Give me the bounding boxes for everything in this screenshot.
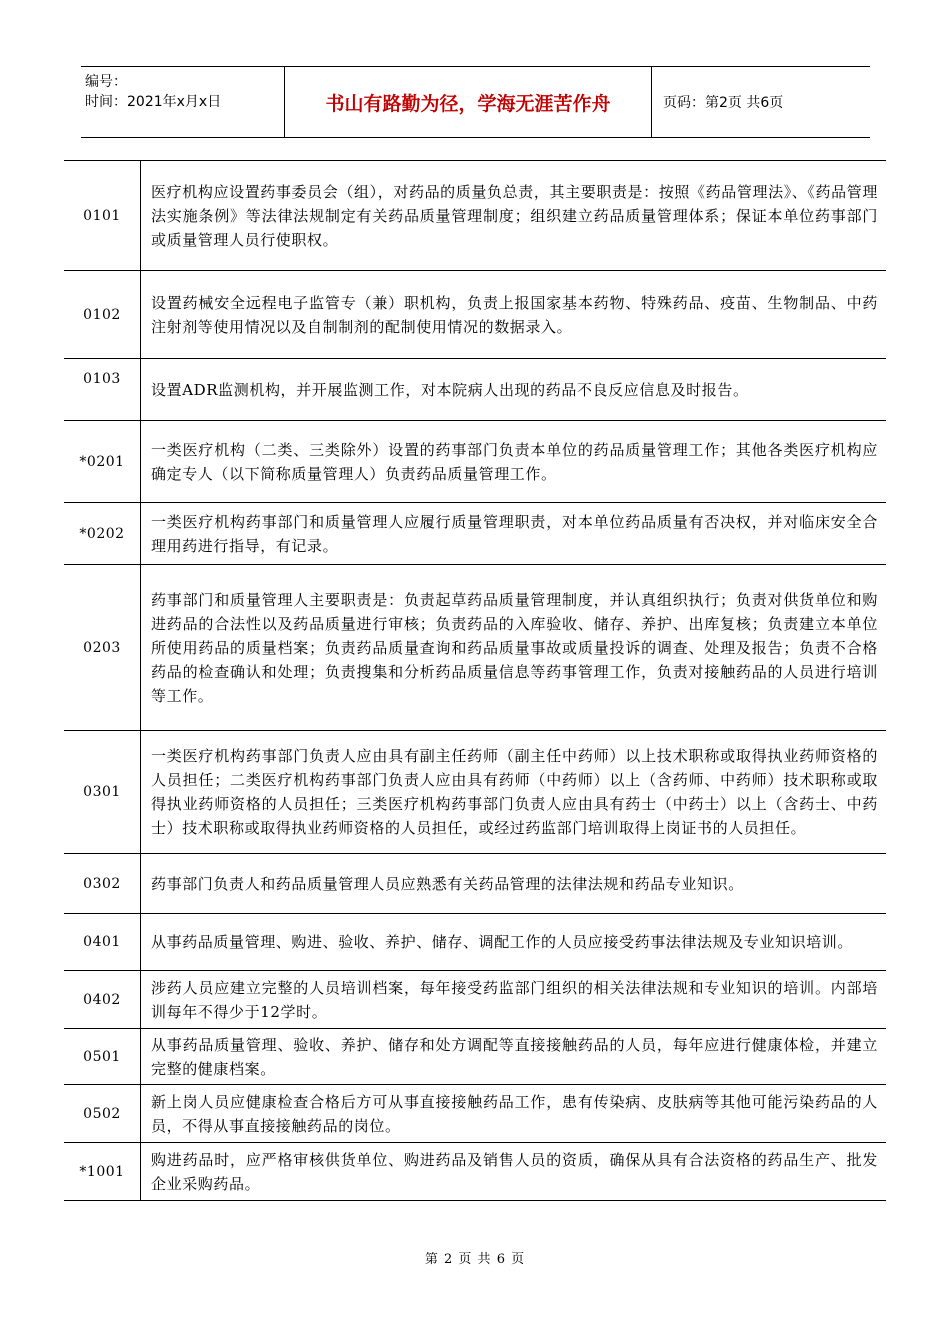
table-row <box>64 421 886 503</box>
header-page-label: 页码：第2页 共6页 <box>663 95 784 111</box>
requirements-table <box>64 160 886 1201</box>
row-text: 新上岗人员应健康检查合格后方可从事直接接触药品工作，患有传染病、皮肤病等其他可能污染药品的人员，不得从事直接接触药品的岗位。 <box>141 1085 887 1143</box>
row-text: 医疗机构应设置药事委员会（组），对药品的质量负总责，其主要职责是：按照《药品管理法》、《药品管理法实施条例》等法律法规制定有关药品质量管理制度；组织建立药品质量管理体系；保证本单位药事部门或质量管理人员行使职权。 <box>141 161 887 271</box>
row-code: 0103 <box>64 359 141 421</box>
row-text: 设置药械安全远程电子监管专（兼）职机构，负责上报国家基本药物、特殊药品、疫苗、生物制品、中药注射剂等使用情况以及自制制剂的配制使用情况的数据录入。 <box>141 271 887 359</box>
row-code: 0401 <box>64 914 141 971</box>
table-row <box>64 359 886 421</box>
table-row <box>64 271 886 359</box>
header-motto: 书山有路勤为径，学海无涯苦作舟 <box>284 67 652 137</box>
table-row <box>64 1029 886 1085</box>
row-code: 0301 <box>64 731 141 854</box>
row-code: 0302 <box>64 854 141 914</box>
row-text: 设置ADR监测机构，并开展监测工作，对本院病人出现的药品不良反应信息及时报告。 <box>141 359 887 421</box>
row-text: 药事部门负责人和药品质量管理人员应熟悉有关药品管理的法律法规和药品专业知识。 <box>141 854 887 914</box>
row-text: 从事药品质量管理、验收、养护、储存和处方调配等直接接触药品的人员，每年应进行健康体检，并建立完整的健康档案。 <box>141 1029 887 1085</box>
table-row <box>64 854 886 914</box>
row-code: *0202 <box>64 503 141 565</box>
header-meta <box>81 67 284 137</box>
row-text: 购进药品时，应严格审核供货单位、购进药品及销售人员的资质，确保从具有合法资格的药品生产、批发企业采购药品。 <box>141 1143 887 1201</box>
row-code: 0501 <box>64 1029 141 1085</box>
table-row <box>64 914 886 971</box>
table-row <box>64 971 886 1029</box>
row-code: *0201 <box>64 421 141 503</box>
table-row <box>64 565 886 731</box>
table-row <box>64 161 886 271</box>
page-footer: 第 2 页 共 6 页 <box>424 1252 526 1267</box>
row-text: 一类医疗机构（二类、三类除外）设置的药事部门负责本单位的药品质量管理工作；其他各类医疗机构应确定专人（以下简称质量管理人）负责药品质量管理工作。 <box>141 421 887 503</box>
row-text: 从事药品质量管理、购进、验收、养护、储存、调配工作的人员应接受药事法律法规及专业知识培训。 <box>141 914 887 971</box>
table-row <box>64 1085 886 1143</box>
row-text: 涉药人员应建立完整的人员培训档案，每年接受药监部门组织的相关法律法规和专业知识的培训。内部培训每年不得少于12学时。 <box>141 971 887 1029</box>
row-text: 一类医疗机构药事部门负责人应由具有副主任药师（副主任中药师）以上技术职称或取得执业药师资格的人员担任；二类医疗机构药事部门负责人应由具有药师（中药师）以上（含药师、中药师）技术职称或取得执业药师资格的人员担任；三类医疗机构药事部门负责人应由具有药士（中药士）以上（含药士、中药士）技术职称或取得执业药师资格的人员担任，或经过药监部门培训取得上岗证书的人员担任。 <box>141 731 887 854</box>
table-row <box>64 503 886 565</box>
row-text: 一类医疗机构药事部门和质量管理人应履行质量管理职责，对本单位药品质量有否决权，并对临床安全合理用药进行指导，有记录。 <box>141 503 887 565</box>
document-date-label: 时间：2021年x月x日 <box>85 94 222 110</box>
document-number-label: 编号： <box>85 74 127 90</box>
row-code: *1001 <box>64 1143 141 1201</box>
row-code: 0101 <box>64 161 141 271</box>
table-row <box>64 1143 886 1201</box>
row-code: 0402 <box>64 971 141 1029</box>
row-code: 0502 <box>64 1085 141 1143</box>
document-header <box>81 66 870 138</box>
table-row <box>64 731 886 854</box>
row-code: 0203 <box>64 565 141 731</box>
row-text: 药事部门和质量管理人主要职责是：负责起草药品质量管理制度，并认真组织执行；负责对供货单位和购进药品的合法性以及药品质量进行审核；负责药品的入库验收、储存、养护、出库复核；负责建立本单位所使用药品的质量档案；负责药品质量查询和药品质量事故或质量投诉的调查、处理及报告；负责不合格药品的检查确认和处理；负责搜集和分析药品质量信息等药事管理工作，负责对接触药品的人员进行培训等工作。 <box>141 565 887 731</box>
row-code: 0102 <box>64 271 141 359</box>
